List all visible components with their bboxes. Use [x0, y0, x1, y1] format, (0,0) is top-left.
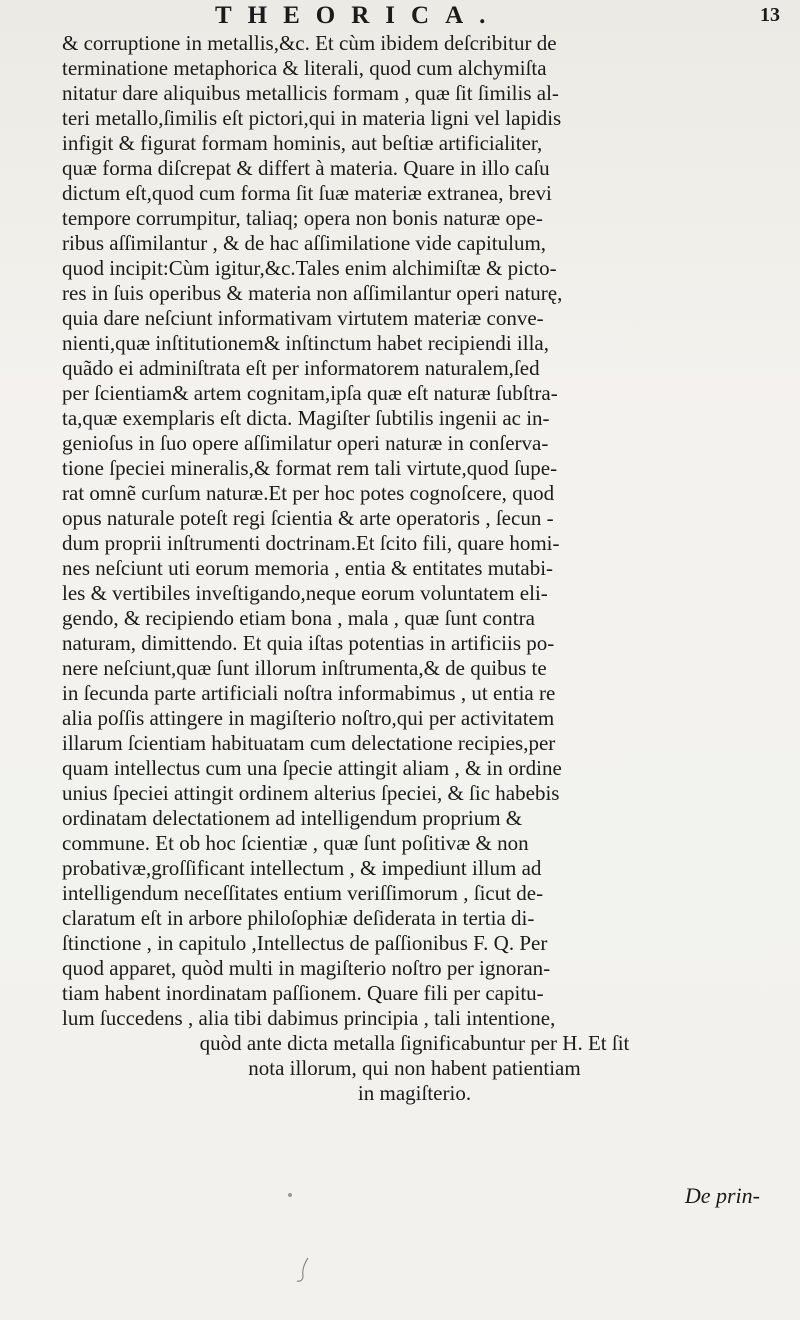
text-line: alia poſſis attingere in magiſterio noſtro,qui per activitatem — [62, 706, 555, 730]
text-line: terminatione metaphorica & literali, quod cum alchymiſta — [62, 56, 547, 80]
text-line: per ſcientiam& artem cognitam,ipſa quæ eſt naturæ ſubſtra- — [62, 381, 558, 405]
text-line: & corruptione in metallis,&c. Et cùm ibidem deſcribitur de — [62, 31, 557, 55]
text-line: quãdo ei adminiſtrata eſt per informatorem naturalem,ſed — [62, 356, 540, 380]
page-header — [0, 2, 800, 32]
body-text — [62, 31, 787, 1106]
text-line: quia dare neſciunt informativam virtutem materiæ conve- — [62, 306, 544, 330]
text-line: nota illorum, qui non habent patientiam — [248, 1056, 581, 1080]
text-line: gendo, & recipiendo etiam bona , mala , quæ ſunt contra — [62, 606, 535, 630]
text-line: genioſus in ſuo opere aſſimilatur operi naturæ in conſerva- — [62, 431, 549, 455]
text-line: teri metallo,ſimilis eſt pictori,qui in materia ligni vel lapidis — [62, 106, 562, 130]
catchword: De prin- — [684, 1183, 760, 1208]
text-line: intelligendum neceſſitates entium veriſſimorum , ſicut de- — [62, 881, 544, 905]
text-line: tiam habent inordinatam paſſionem. Quare fili per capitu- — [62, 981, 544, 1005]
text-line: quod apparet, quòd multi in magiſterio noſtro per ignoran- — [62, 956, 551, 980]
running-title: THEORICA. — [215, 2, 502, 29]
text-line: in magiſterio. — [357, 1081, 472, 1105]
ink-mark-icon — [296, 1256, 310, 1284]
text-line: unius ſpeciei attingit ordinem alterius ſpeciei, & ſic habebis — [62, 781, 560, 805]
text-line: quæ forma diſcrepat & differt à materia. Quare in illo caſu — [62, 156, 550, 180]
page-number: 13 — [760, 4, 780, 26]
text-line: illarum ſcientiam habituatam cum delectatione recipies,per — [62, 731, 556, 755]
text-line: rat omnẽ curſum naturæ.Et per hoc potes cognoſcere, quod — [62, 481, 555, 505]
text-line: naturam, dimittendo. Et quia iſtas potentias in artificiis po- — [62, 631, 555, 655]
text-line: les & vertibiles inveſtigando,neque eorum voluntatem eli- — [62, 581, 548, 605]
text-line: dictum eſt,quod cum forma ſit ſuæ materiæ extranea, brevi — [62, 181, 552, 205]
text-line: tione ſpeciei mineralis,& format rem tali virtute,quod ſupe- — [62, 456, 558, 480]
text-line: dum proprii inſtrumenti doctrinam.Et ſcito fili, quare homi- — [62, 531, 560, 555]
text-line: claratum eſt in arbore philoſophiæ deſiderata in tertia di- — [62, 906, 535, 930]
text-line: in ſecunda parte artificiali noſtra informabimus , ut entia re — [62, 681, 556, 705]
text-line: quod incipit:Cùm igitur,&c.Tales enim alchimiſtæ & picto- — [62, 256, 557, 280]
text-line: lum ſuccedens , alia tibi dabimus principia , tali intentione, — [62, 1006, 556, 1030]
text-line: ſtinctione , in capitulo ,Intellectus de paſſionibus F. Q. Per — [62, 931, 548, 955]
text-line: quòd ante dicta metalla ſignificabuntur per H. Et ſit — [199, 1031, 630, 1055]
text-line: ordinatam delectationem ad intelligendum proprium & — [62, 806, 523, 830]
text-line: infigit & figurat formam hominis, aut beſtiæ artificialiter, — [62, 131, 543, 155]
text-line: quam intellectus cum una ſpecie attingit aliam , & in ordine — [62, 756, 562, 780]
text-line: ribus aſſimilantur , & de hac aſſimilatione vide capitulum, — [62, 231, 547, 255]
text-line: commune. Et ob hoc ſcientiæ , quæ ſunt poſitivæ & non — [62, 831, 529, 855]
text-line: tempore corrumpitur, taliaq; opera non bonis naturæ ope- — [62, 206, 543, 230]
ink-speck — [288, 1193, 292, 1197]
text-line: nes neſciunt uti eorum memoria , entia & entitates mutabi- — [62, 556, 554, 580]
text-line: res in ſuis operibus & materia non aſſimilantur operi naturę, — [62, 281, 563, 305]
text-line: probativæ,groſſificant intellectum , & impediunt illum ad — [62, 856, 542, 880]
text-line: nienti,quæ inſtitutionem& inſtinctum habet recipiendi illa, — [62, 331, 549, 355]
text-line: nere neſciunt,quæ ſunt illorum inſtrumenta,& de quibus te — [62, 656, 547, 680]
text-line: nitatur dare aliquibus metallicis formam , quæ ſit ſimilis al- — [62, 81, 559, 105]
text-line: ta,quæ exemplaris eſt dicta. Magiſter ſubtilis ingenii ac in- — [62, 406, 550, 430]
text-line: opus naturale poteſt regi ſcientia & arte operatoris , ſecun - — [62, 506, 554, 530]
